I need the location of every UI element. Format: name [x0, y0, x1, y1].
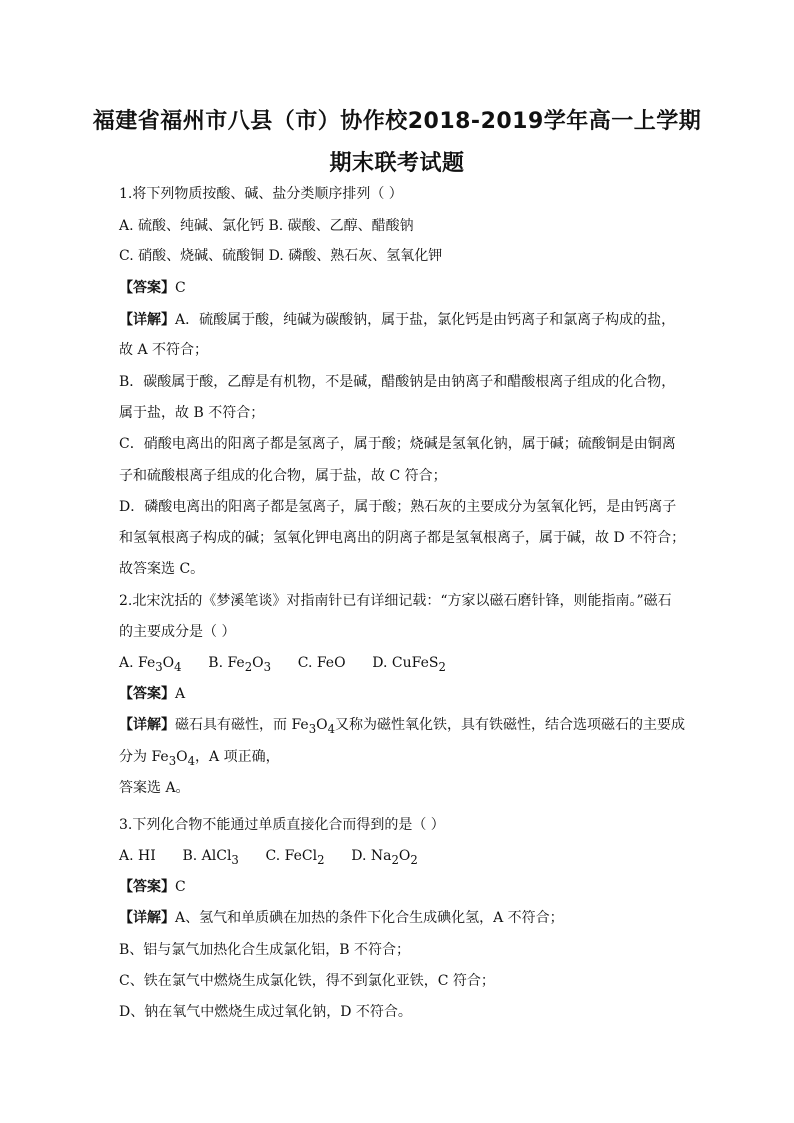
q3-stem: 3.下列化合物不能通过单质直接化合而得到的是（ ） [119, 817, 445, 833]
doc-title-line1: 福建省福州市八县（市）协作校2018-2019学年高一上学期 [92, 109, 702, 134]
q1-detail-a2: 故 A 不符合； [119, 342, 209, 358]
doc-title-line2: 期末联考试题 [329, 151, 465, 176]
q2-answer-value: A [175, 686, 186, 702]
q2-stem2: 的主要成分是（ ） [119, 624, 236, 640]
q2-answer-label: 【答案】 [119, 686, 175, 702]
q1-options-cd: C. 硝酸、烧碱、硫酸铜 D. 磷酸、熟石灰、氢氧化钾 [119, 248, 443, 264]
q2-detail-line1: 【详解】磁石具有磁性，而 $Fe_3O_4$又称为磁性氧化铁，具有铁磁性，结合选项磁石的主要成 [119, 717, 686, 736]
q3-detail-label: 【详解】 [119, 910, 175, 926]
q3-option-b: B. AlCl$_3$ [182, 848, 239, 867]
q1-answer-value: C [175, 280, 186, 296]
q1-stem: 1.将下列物质按酸、碱、盐分类顺序排列（ ） [119, 186, 403, 202]
q3-option-a: A. HI [119, 848, 156, 864]
q3-detail-a: 【详解】A、氢气和单质碘在加热的条件下化合生成碘化氢，A 不符合； [119, 910, 564, 926]
q1-detail-d2: 和氢氧根离子构成的碱；氢氧化钾电离出的阴离子都是氢氧根离子，属于碱，故 D 不符合； [119, 530, 686, 546]
q2-option-a: A. $Fe_3O_4$ [119, 655, 182, 674]
q1-detail-a1 [119, 310, 675, 330]
q2-option-d: D. CuFeS$_2$ [372, 655, 446, 674]
q1-detail-d1: D．磷酸电离出的阳离子都是氢离子，属于酸；熟石灰的主要成分为氢氧化钙，是由钙离子 [119, 499, 677, 515]
q1-detail-c1: C．硝酸电离出的阳离子都是氢离子，属于酸；烧碱是氢氧化钠，属于碱；硫酸铜是由铜离 [119, 436, 676, 452]
q2-option-b: B. $Fe_2O_3$ [208, 655, 272, 674]
q3-answer-value: C [175, 879, 186, 895]
q1-options-ab: A. 硫酸、纯碱、氯化钙 B. 碳酸、乙醇、醋酸钠 [119, 218, 414, 234]
q2-detail-line2: 分为 $Fe_3O_4$，A 项正确， [119, 749, 280, 768]
q3-option-c: C. FeCl$_2$ [265, 848, 325, 867]
q3-options [119, 846, 418, 870]
q2-option-c: C. FeO [297, 655, 346, 671]
q2-detail-label: 【详解】 [119, 717, 175, 733]
q2-stem1: 2.北宋沈括的《梦溪笔谈》对指南针已有详细记载：“方家以磁石磨针锋，则能指南。”磁石 [119, 593, 672, 609]
q1-answer [119, 278, 186, 298]
q1-detail-a1-text: A．硫酸属于酸，纯碱为碳酸钠，属于盐，氯化钙是由钙离子和氯离子构成的盐， [175, 312, 676, 328]
q3-detail-b: B、铝与氯气加热化合生成氯化铝，B 不符合； [119, 942, 411, 958]
q3-detail-d: D、钠在氧气中燃烧生成过氧化钠，D 不符合。 [119, 1004, 412, 1020]
q3-detail-c: C、铁在氯气中燃烧生成氯化铁，得不到氯化亚铁，C 符合； [119, 973, 495, 989]
q2-answer [119, 684, 185, 704]
q3-answer [119, 877, 186, 897]
q1-detail-c2: 子和硫酸根离子组成的化合物，属于盐，故 C 符合； [119, 468, 447, 484]
q3-option-d: D. $Na_2O_2$ [351, 848, 418, 867]
q1-detail-label: 【详解】 [119, 312, 175, 328]
q1-answer-label: 【答案】 [119, 280, 175, 296]
q1-detail-b1: B．碳酸属于酸，乙醇是有机物，不是碱，醋酸钠是由钠离子和醋酸根离子组成的化合物， [119, 374, 676, 390]
q3-answer-label: 【答案】 [119, 879, 175, 895]
q1-detail-b2: 属于盐，故 B 不符合； [119, 405, 265, 421]
q2-options [119, 653, 446, 677]
q1-conclusion: 故答案选 C。 [119, 561, 205, 577]
q2-conclusion: 答案选 A。 [119, 780, 190, 796]
